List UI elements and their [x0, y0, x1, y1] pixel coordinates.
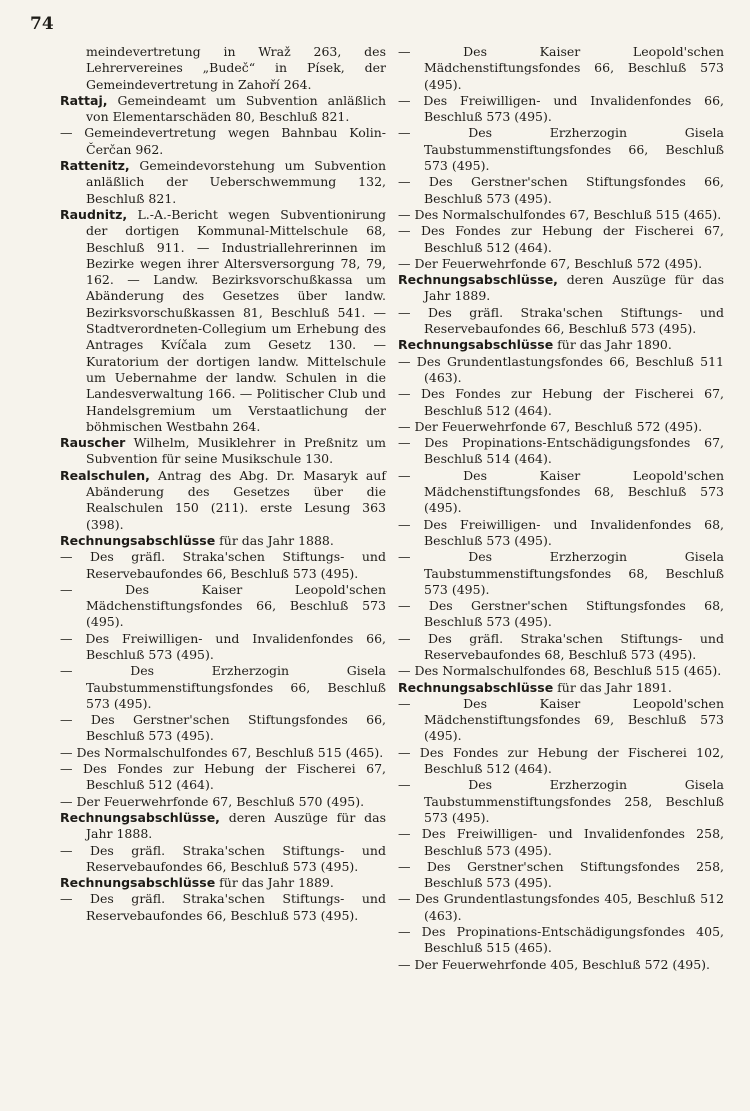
index-subentry: [398, 207, 724, 223]
index-subentry: [398, 631, 724, 664]
index-subentry: [398, 386, 724, 419]
index-subentry: [398, 957, 724, 973]
index-subentry: [398, 44, 724, 93]
index-subentry: [398, 256, 724, 272]
index-entry-text: — Des Normalschulfondes 68, Beschluß 515 (465).: [398, 663, 722, 679]
index-subentry: [398, 859, 724, 892]
index-subentry: [60, 712, 386, 745]
index-entry-heading: Rattenitz,: [60, 158, 130, 174]
index-entry-text: — Des Fondes zur Hebung der Fischerei 67, Beschluß 512 (464).: [398, 386, 724, 418]
index-entry-text: deren Auszüge für das Jahr 1889.: [424, 272, 724, 304]
index-subentry: [398, 125, 724, 174]
index-subentry: [60, 549, 386, 582]
index-entry-text: — Des Normalschulfondes 67, Beschluß 515 (465).: [60, 744, 384, 760]
index-entry-text: — Des Freiwilligen- und Invalidenfondes 258, Beschluß 573 (495).: [398, 826, 724, 858]
index-subentry: [60, 631, 386, 664]
index-entry-text: — Der Feuerwehrfonde 405, Beschluß 572 (495).: [398, 956, 710, 972]
index-entry: [60, 533, 386, 549]
index-entry-heading: Rechnungsabschlüsse: [60, 532, 216, 548]
index-subentry: [398, 517, 724, 550]
index-entry-text: für das Jahr 1889.: [215, 875, 334, 891]
index-entry-text: — Des Propinations-Entschädigungsfondes 405, Beschluß 515 (465).: [398, 924, 724, 956]
index-column-left: [60, 44, 386, 924]
index-entry-text: — Des Fondes zur Hebung der Fischerei 67, Beschluß 512 (464).: [398, 223, 724, 255]
index-entry-text: — Des Gerstner'schen Stiftungsfondes 66, Beschluß 573 (495).: [398, 174, 724, 206]
index-entry-heading: Raudnitz,: [60, 206, 128, 222]
index-subentry: [398, 826, 724, 859]
page-number: 74: [30, 14, 54, 34]
index-subentry: [398, 777, 724, 826]
index-subentry: [60, 891, 386, 924]
index-entry-text: — Des Kaiser Leopold'schen Mädchenstiftungsfondes 66, Beschluß 573 (495).: [398, 44, 724, 92]
index-entry-heading: Rechnungsabschlüsse,: [60, 809, 220, 825]
index-entry-text: — Der Feuerwehrfonde 67, Beschluß 572 (495).: [398, 255, 703, 271]
index-entry-text: — Des Erzherzogin Gisela Taubstummenstiftungsfondes 68, Beschluß 573 (495).: [398, 549, 724, 597]
index-entry-text: — Der Feuerwehrfonde 67, Beschluß 572 (495).: [398, 418, 703, 434]
index-entry-text: — Des Kaiser Leopold'schen Mädchenstiftungsfondes 66, Beschluß 573 (495).: [60, 581, 386, 630]
index-entry-text: — Des Grundentlastungsfondes 405, Beschluß 512 (463).: [398, 891, 724, 923]
index-subentry: [398, 435, 724, 468]
index-entry-heading: Rauscher: [60, 435, 126, 451]
index-entry-text: — Des Freiwilligen- und Invalidenfondes 66, Beschluß 573 (495).: [398, 92, 724, 125]
index-subentry: [398, 305, 724, 338]
index-entry: [398, 272, 724, 305]
index-entry-text: — Des Kaiser Leopold'schen Mädchenstiftungsfondes 68, Beschluß 573 (495).: [398, 467, 724, 516]
index-entry-text: — Des Erzherzogin Gisela Taubstummenstiftungsfondes 66, Beschluß 573 (495).: [398, 125, 724, 174]
index-entry: [398, 680, 724, 696]
index-entry-text: — Des gräfl. Straka'schen Stiftungs- und Reservebaufondes 66, Beschluß 573 (495).: [60, 842, 386, 874]
index-entry-text: — Des Gerstner'schen Stiftungsfondes 66, Beschluß 573 (495).: [60, 712, 386, 744]
index-subentry: [60, 761, 386, 794]
index-entry-text: Antrag des Abg. Dr. Masaryk auf Abänderung des Gesetzes über die Realschulen 150 (211). erste Lesung 363 (398).: [86, 467, 386, 532]
index-subentry: [398, 696, 724, 745]
index-entry-text: — Des Freiwilligen- und Invalidenfondes 66, Beschluß 573 (495).: [60, 630, 386, 662]
index-entry: [60, 468, 386, 533]
index-subentry: [60, 745, 386, 761]
index-entry-text: — Des Fondes zur Hebung der Fischerei 67, Beschluß 512 (464).: [60, 761, 386, 793]
index-subentry: [398, 663, 724, 679]
index-entry-text: deren Auszüge für das Jahr 1888.: [86, 809, 386, 842]
index-subentry: [398, 924, 724, 957]
index-entry: [60, 810, 386, 843]
index-entry-text: — Des Grundentlastungsfondes 66, Beschluß 511 (463).: [398, 353, 724, 385]
index-column-right: [398, 44, 724, 973]
index-subentry: [60, 794, 386, 810]
index-entry-heading: Rechnungsabschlüsse: [60, 875, 216, 891]
index-subentry: [398, 93, 724, 126]
index-subentry: [60, 663, 386, 712]
index-entry-heading: Rechnungsabschlüsse,: [398, 272, 558, 288]
index-entry-text: meindevertretung in Wraž 263, des Lehrervereines „Budeč“ in Písek, der Gemeindevertretung in Zahoří 264.: [86, 44, 386, 92]
index-subentry: [398, 549, 724, 598]
index-entry-text: für das Jahr 1891.: [553, 679, 672, 695]
index-subentry: [398, 354, 724, 387]
index-entry-text: — Des gräfl. Straka'schen Stiftungs- und Reservebaufondes 66, Beschluß 573 (495).: [60, 891, 386, 923]
index-entry: [60, 875, 386, 891]
index-entry-text: — Des Propinations-Entschädigungsfondes 67, Beschluß 514 (464).: [398, 435, 724, 467]
index-subentry: [398, 468, 724, 517]
index-entry-text: — Des gräfl. Straka'schen Stiftungs- und Reservebaufondes 66, Beschluß 573 (495).: [398, 304, 724, 337]
index-subentry: [398, 174, 724, 207]
index-entry-text: für das Jahr 1890.: [553, 337, 672, 353]
index-entry: [60, 158, 386, 207]
index-entry-text: — Des gräfl. Straka'schen Stiftungs- und Reservebaufondes 66, Beschluß 573 (495).: [60, 549, 386, 581]
index-continuation: [60, 44, 386, 93]
index-entry: [60, 435, 386, 468]
index-subentry: [398, 223, 724, 256]
index-subentry: [60, 582, 386, 631]
index-entry-text: — Des Normalschulfondes 67, Beschluß 515 (465).: [398, 206, 722, 222]
index-entry-heading: Rattaj,: [60, 92, 108, 108]
index-entry-text: Wilhelm, Musiklehrer in Preßnitz um Subvention für seine Musikschule 130.: [86, 435, 386, 467]
index-entry-text: — Des Gerstner'schen Stiftungsfondes 68, Beschluß 573 (495).: [398, 598, 724, 630]
index-subentry: [60, 125, 386, 158]
index-subentry: [60, 843, 386, 876]
index-entry-text: — Des Fondes zur Hebung der Fischerei 102, Beschluß 512 (464).: [398, 744, 724, 777]
index-entry: [60, 93, 386, 126]
index-entry-text: — Des Erzherzogin Gisela Taubstummenstiftungsfondes 258, Beschluß 573 (495).: [398, 777, 724, 825]
index-entry-text: Gemeindevorstehung um Subvention anläßlich der Ueberschwemmung 132, Beschluß 821.: [86, 158, 386, 206]
index-entry-text: — Des Kaiser Leopold'schen Mädchenstiftungsfondes 69, Beschluß 573 (495).: [398, 695, 724, 744]
index-subentry: [398, 745, 724, 778]
index-entry-text: — Des gräfl. Straka'schen Stiftungs- und Reservebaufondes 68, Beschluß 573 (495).: [398, 630, 724, 662]
index-entry-text: — Des Freiwilligen- und Invalidenfondes 68, Beschluß 573 (495).: [398, 516, 724, 548]
index-entry-text: — Des Gerstner'schen Stiftungsfondes 258, Beschluß 573 (495).: [398, 858, 724, 891]
index-entry-heading: Rechnungsabschlüsse: [398, 679, 554, 695]
index-entry-text: L.-A.-Bericht wegen Subventionirung der dortigen Kommunal-Mittelschule 68, Beschluß 911. — Industriallehrerinnen im Bezirke wegen ihrer Altersversorgung 78, 79, 162. — Landw. Bezirksvorschußkassa um Abänderung des Gesetzes über landw. Bezirksvorschußkassen 81, Beschluß 541. — Stadtverordneten-Collegium um Erhebung des Antrages Kvíčala zum Gesetz 130. — Kuratorium der dortigen landw. Mittelschule um Uebernahme der landw. Schulen in die Landesverwaltung 166. — Politischer Club und Handelsgremium um Verstaatlichung der böhmischen Westbahn 264.: [86, 206, 386, 434]
index-entry-heading: Rechnungsabschlüsse: [398, 337, 554, 353]
index-entry-text: — Des Erzherzogin Gisela Taubstummenstiftungsfondes 66, Beschluß 573 (495).: [60, 663, 386, 711]
index-entry-text: — Der Feuerwehrfonde 67, Beschluß 570 (495).: [60, 793, 365, 809]
index-entry: [398, 337, 724, 353]
index-entry-text: für das Jahr 1888.: [215, 532, 334, 548]
index-entry: [60, 207, 386, 435]
index-subentry: [398, 598, 724, 631]
index-entry-text: — Gemeindevertretung wegen Bahnbau Kolin-Čerčan 962.: [60, 125, 386, 157]
index-entry-text: Gemeindeamt um Subvention anläßlich von Elementarschäden 80, Beschluß 821.: [86, 92, 386, 125]
index-subentry: [398, 419, 724, 435]
index-entry-heading: Realschulen,: [60, 467, 150, 483]
index-subentry: [398, 891, 724, 924]
